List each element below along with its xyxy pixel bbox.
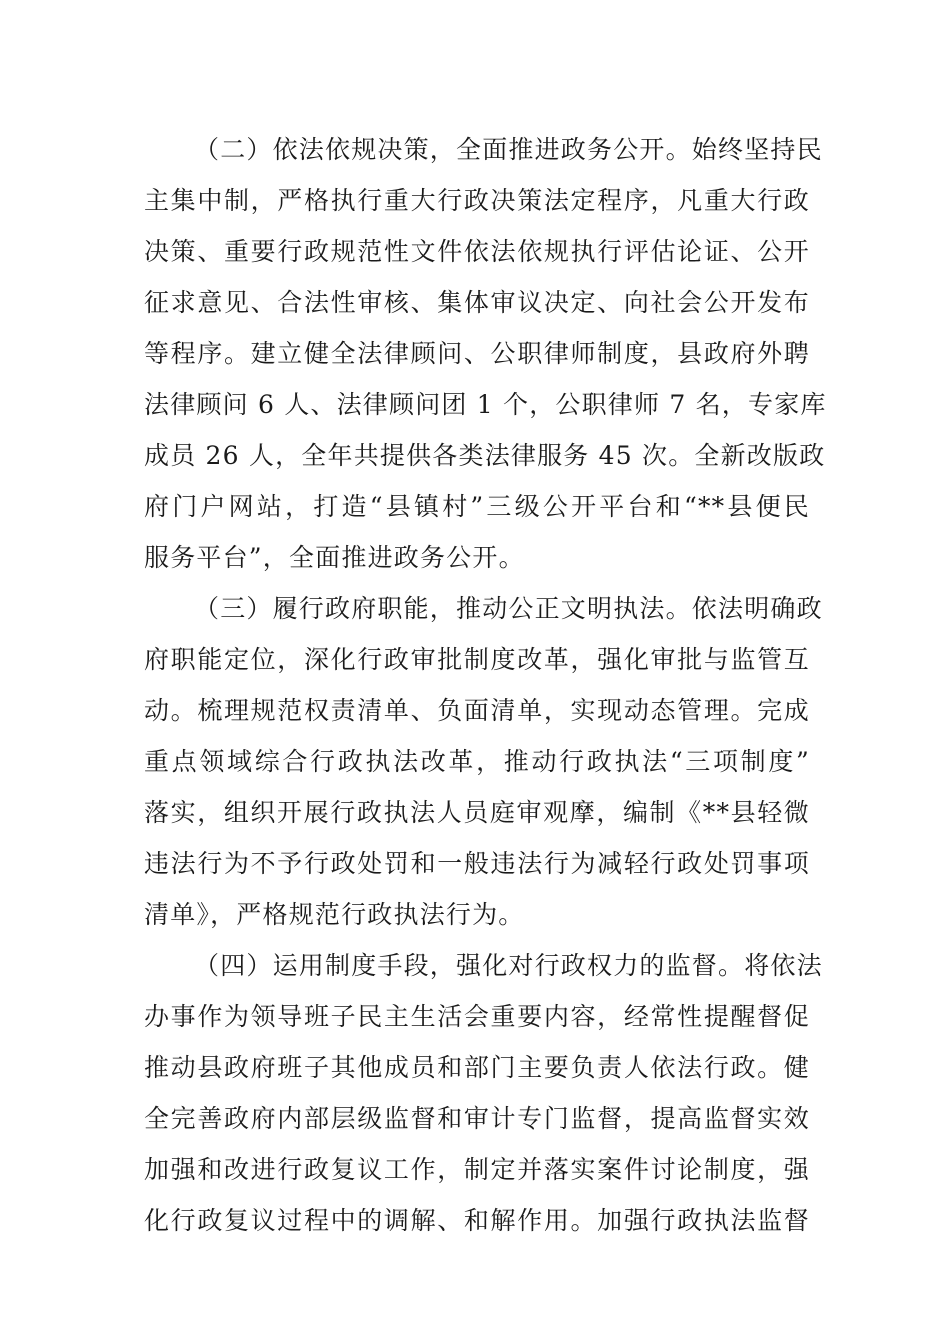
text-line: 加强和改进行政复议工作，制定并落实案件讨论制度，强	[144, 1155, 810, 1184]
text-line: 化行政复议过程中的调解、和解作用。加强行政执法监督	[144, 1206, 810, 1235]
paragraph-power-supervision	[144, 940, 823, 1246]
text-line: 全完善政府内部层级监督和审计专门监督，提高监督实效	[144, 1104, 810, 1133]
text-line: 决策、重要行政规范性文件依法依规执行评估论证、公开	[144, 237, 810, 266]
paragraph-government-functions	[144, 583, 823, 940]
text-line: （四）运用制度手段，强化对行政权力的监督。将依法	[194, 951, 823, 980]
text-line: 等程序。建立健全法律顾问、公职律师制度，县政府外聘	[144, 339, 810, 368]
text-line: 办事作为领导班子民主生活会重要内容，经常性提醒督促	[144, 1002, 810, 1031]
text-line: 府职能定位，深化行政审批制度改革，强化审批与监管互	[144, 645, 810, 674]
text-line: 府门户网站，打造“县镇村”三级公开平台和“**县便民	[144, 492, 810, 521]
text-line: （二）依法依规决策，全面推进政务公开。始终坚持民	[194, 135, 823, 164]
text-line: 成员 26 人，全年共提供各类法律服务 45 次。全新改版政	[144, 441, 826, 470]
text-line: 推动县政府班子其他成员和部门主要负责人依法行政。健	[144, 1053, 810, 1082]
paragraph-decision-making	[144, 124, 827, 583]
text-line: 落实，组织开展行政执法人员庭审观摩，编制《**县轻微	[144, 798, 810, 827]
text-line: 重点领域综合行政执法改革，推动行政执法“三项制度”	[144, 747, 810, 776]
text-line: 法律顾问 6 人、法律顾问团 1 个，公职律师 7 名，专家库	[144, 390, 827, 419]
text-line: 服务平台”，全面推进政务公开。	[144, 543, 525, 572]
text-line: 主集中制，严格执行重大行政决策法定程序，凡重大行政	[144, 186, 810, 215]
text-line: （三）履行政府职能，推动公正文明执法。依法明确政	[194, 594, 823, 623]
text-line: 征求意见、合法性审核、集体审议决定、向社会公开发布	[144, 288, 810, 317]
text-line: 违法行为不予行政处罚和一般违法行为减轻行政处罚事项	[144, 849, 810, 878]
text-line: 清单》，严格规范行政执法行为。	[144, 900, 525, 929]
document-body	[144, 124, 827, 1246]
text-line: 动。梳理规范权责清单、负面清单，实现动态管理。完成	[144, 696, 810, 725]
